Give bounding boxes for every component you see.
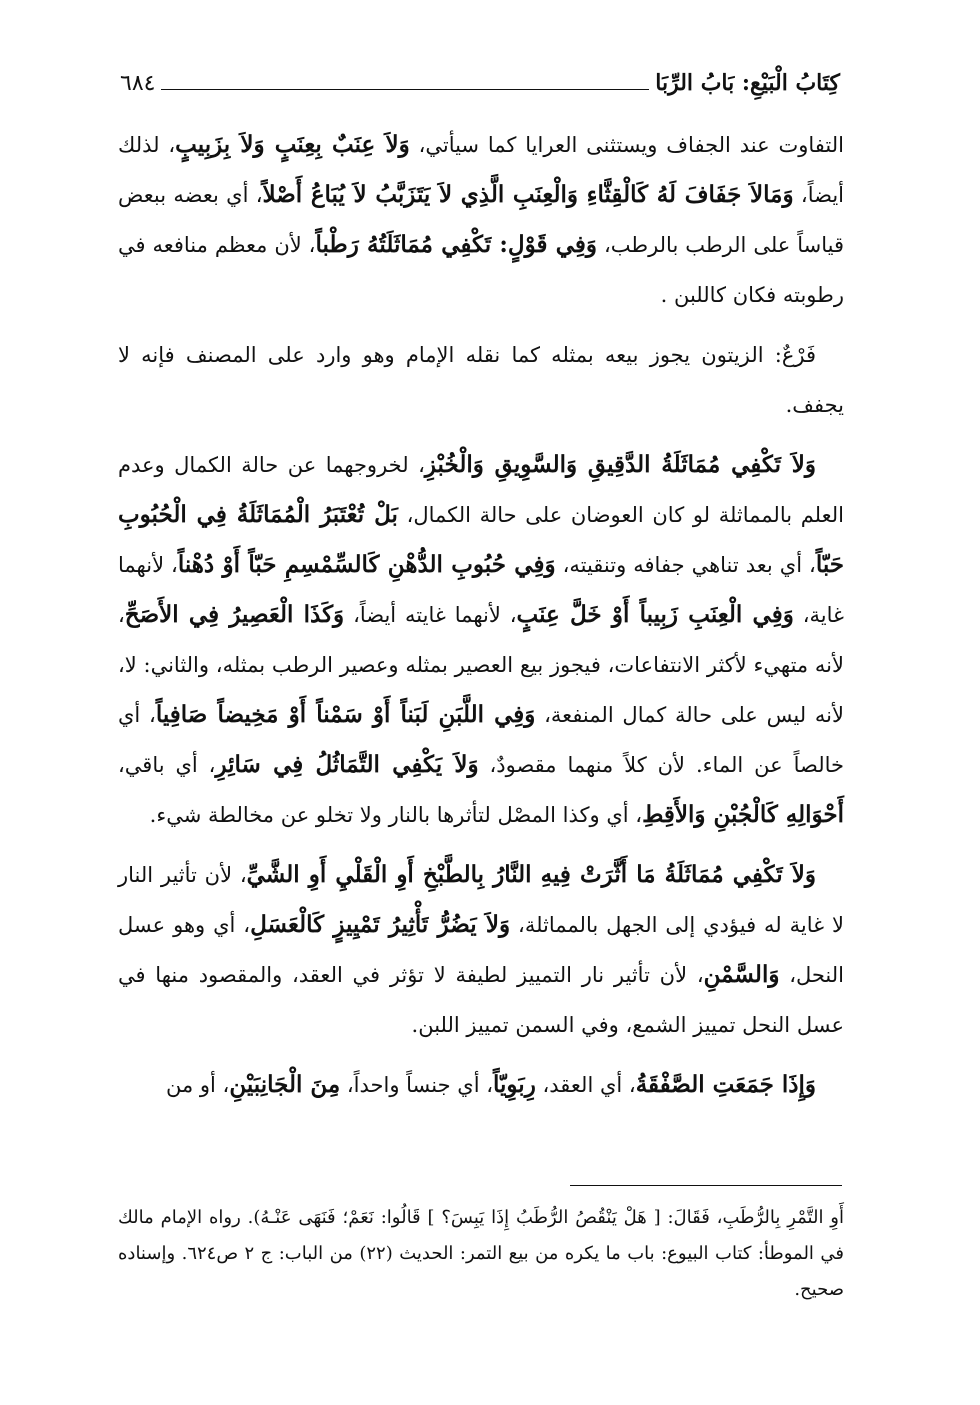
commentary-text: ، أي وكذا المصْل لتأثرها بالنار ولا تخلو عن مخالطة شيء. xyxy=(149,803,643,827)
running-title: كِتَابُ الْبَيْعِ: بَابُ الرِّبَا xyxy=(655,70,840,96)
commentary-text: ، أي العقد، xyxy=(535,1073,636,1097)
commentary-text: ، لذلك أيضاً، xyxy=(118,133,844,207)
paragraph xyxy=(118,1060,844,1110)
footnote-text: أَوِ التَّمْرِ بِالرُّطَبِ، فَقَالَ: [ هَلْ يَنْقُصُ الرُّطَبُ إِذَا يَبِسَ؟ ] قَالُوا: نَعَمْ؛ فَنَهَى عَنْـهُ). رواه الإمام مالك في الموطأ: كتاب البيوع: باب ما يكره من بيع التمر: الحديث (٢٢) من الباب: ج ٢ ص٦٢٤. وإسناده صحيح. xyxy=(118,1207,844,1300)
commentary-text: ، أو من xyxy=(165,1073,230,1097)
footnote xyxy=(118,1200,844,1308)
commentary-text: ، أي باقي، xyxy=(118,753,216,777)
commentary-text: ، لأنه متهيء لأكثر الانتفاعات، فيجوز بيع العصير بمثله وعصير الرطب بمثله، والثاني: لا، لأنه ليس على حالة كمال المنفعة، xyxy=(118,603,844,727)
page-number: ٦٨٤ xyxy=(120,71,156,96)
matn-text: بَلْ تُعْتَبَرُ الْمُمَاثَلَةُ فِي الْحُبُوبِ حَبّاً xyxy=(118,501,844,578)
header-rule xyxy=(161,89,649,90)
commentary-text: ، لأن معظم منافعه في رطوبته فكان كاللبن . xyxy=(118,233,844,307)
footnote-separator xyxy=(570,1185,842,1186)
paragraph xyxy=(118,440,844,840)
matn-text: أَحْوَالِهِ كَالْجُبْنِ وَالأَقِطِ xyxy=(642,801,844,828)
matn-text: مِنَ الْجَانِبَيْنِ xyxy=(229,1071,341,1098)
paragraph xyxy=(118,850,844,1050)
main-text xyxy=(118,120,844,1120)
matn-text: وَفِي حُبُوبِ الدُّهْنِ كَالسِّمْسِمِ حَبّاً أَوْ دُهْناً xyxy=(177,551,556,578)
matn-text: وَلاَ يَكْفِي التَّمَاثُلُ فِي سَائِرِ xyxy=(215,751,479,778)
commentary-text: ، لأن تأثير نار التمييز لطيفة لا تؤثر في العقد، والمقصود منها في عسل النحل تمييز الشمع، وفي السمن تمييز اللبن. xyxy=(118,963,844,1037)
matn-text: وَلاَ عِنَبٌ بِعِنَبٍ وَلاَ بِزَبِيبٍ xyxy=(175,131,410,158)
matn-text: وَمَالاَ جَفَافَ لَهُ كَالْقِثَّاءِ وَالْعِنَبِ الَّذِي لاَ يَتَزَبَّبُ لاَ يُبَاعُ أَصْلاً xyxy=(262,181,794,208)
paragraph xyxy=(118,330,844,430)
commentary-text: التفاوت عند الجفاف ويستثنى العرايا كما سيأتي، xyxy=(409,133,844,157)
commentary-text: ، لأنهما غاية، xyxy=(118,553,844,627)
commentary-text: ، أي جنساً واحداً، xyxy=(340,1073,494,1097)
commentary-text: ، أي بعضه ببعض قياساً على الرطب بالرطب، xyxy=(118,183,845,257)
matn-text: وَفِي قَوْلٍ: تَكْفِي مُمَاثَلَتُهُ رَطْباً xyxy=(315,231,598,258)
matn-text: وَالسَّمْنِ xyxy=(703,961,780,988)
commentary-text: فَرْعٌ: الزيتون يجوز بيعه بمثله كما نقله الإمام وهو وارد على المصنف فإنه لا يجفف. xyxy=(118,343,844,417)
matn-text: رِبَوِيّاً xyxy=(493,1071,536,1098)
page-header xyxy=(120,56,840,96)
matn-text: وَلاَ تَكْفِي مُمَاثَلَةُ مَا أَثَّرَتْ فِيهِ النَّارُ بِالطَّبْخِ أَوِ الْقَلْيِ أَوِ الشَّيِّ xyxy=(246,861,816,888)
commentary-text: ، لأنهما غايته أيضاً، xyxy=(344,603,517,627)
matn-text: وَكَذَا الْعَصِيرُ فِي الأَصَحِّ xyxy=(124,601,345,628)
matn-text: وَفِي اللَّبَنِ لَبَناً أَوْ سَمْناً أَوْ مَخِيضاً صَافِياً xyxy=(155,701,536,728)
commentary-text: ، لأن تأثير النار لا غاية له فيؤدي إلى الجهل بالمماثلة، xyxy=(118,863,845,937)
commentary-text: ، أي خالصاً عن الماء. لأن كلاً منهما مقصودٌ، xyxy=(118,703,844,777)
matn-text: وَإِذَا جَمَعَتِ الصَّفْقَةُ xyxy=(635,1071,816,1098)
commentary-text: ، أي وهو عسل النحل، xyxy=(118,913,844,987)
commentary-text: ، أي بعد تناهي جفافه وتنقيته، xyxy=(555,553,816,577)
matn-text: وَلاَ تَكْفِي مُمَاثَلَةُ الدَّقِيقِ وَالسَّوِيقِ وَالْخُبْزِ xyxy=(424,451,816,478)
commentary-text: ، لخروجهما عن حالة الكمال وعدم العلم بالمماثلة لو كان العوضان على حالة الكمال، xyxy=(118,453,844,527)
paragraph xyxy=(118,120,844,320)
matn-text: وَلاَ يَضُرُّ تَأْثِيرُ تَمْيِيزٍ كَالْعَسَلِ xyxy=(250,911,511,938)
matn-text: وَفِي الْعِنَبِ زَبِيباً أَوْ خَلَّ عِنَبٍ xyxy=(516,601,794,628)
